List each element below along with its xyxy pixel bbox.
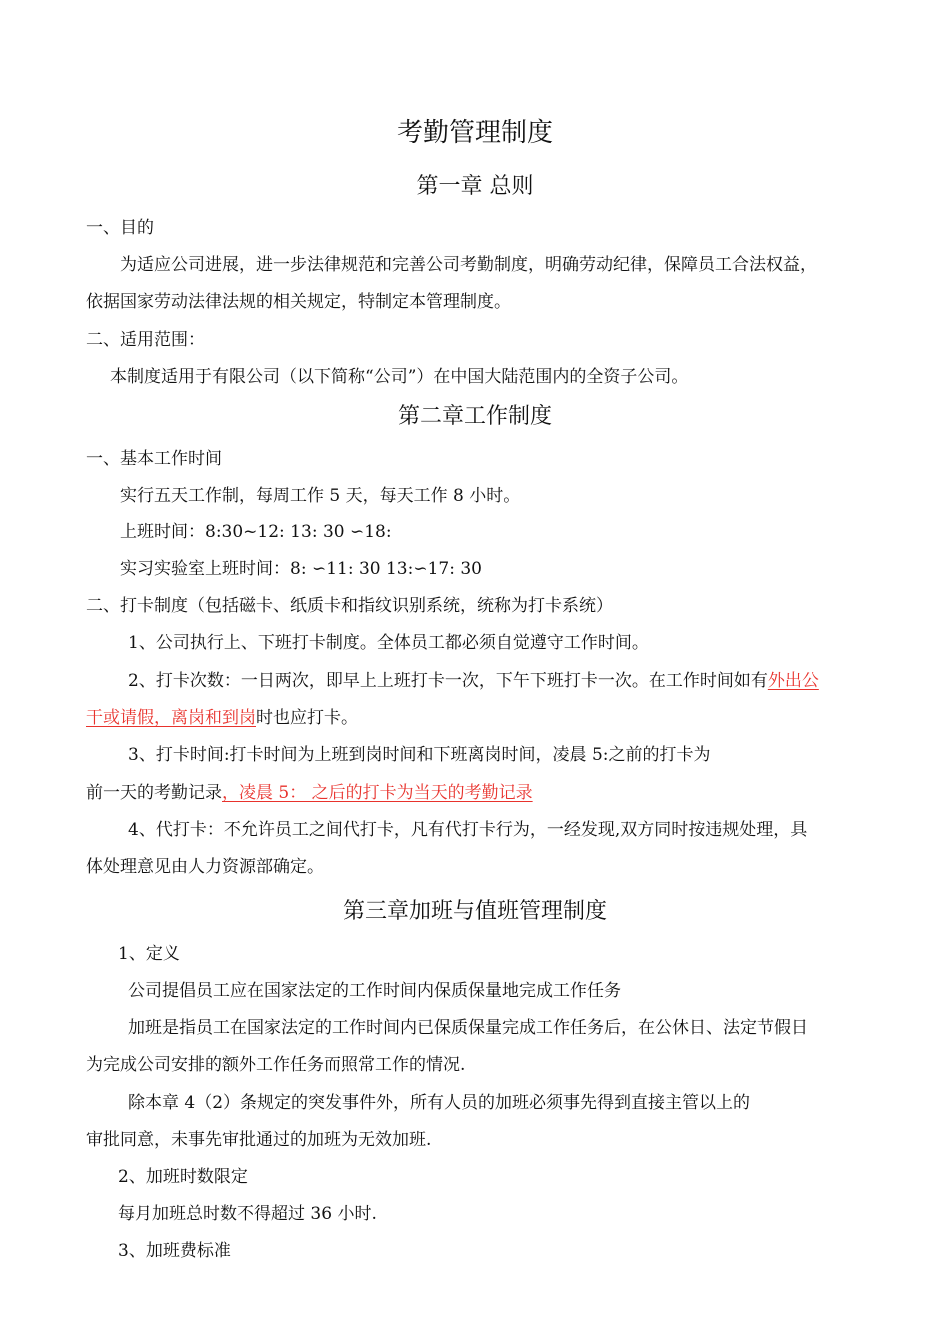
ch2-work-time-line: 实行五天工作制，每周工作 5 天，每天工作 8 小时。 [120,486,521,506]
chapter-1-heading: 第一章 总则 [416,174,534,199]
ch2-section-2-heading: 二、打卡制度（包括磁卡、纸质卡和指纹识别系统，统称为打卡系统） [86,596,613,616]
ch3-paragraph-line: 公司提倡员工应在国家法定的工作时间内保质保量地完成工作任务 [128,981,621,1001]
highlighted-text: ，凌晨 5： 之后的打卡为当天的考勤记录 [222,783,533,803]
ch3-paragraph-line: 审批同意，未事先审批通过的加班为无效加班. [86,1130,432,1150]
highlighted-text: 干或请假，离岗和到岗 [86,708,256,728]
clock-in-item-2 [128,671,819,691]
ch3-paragraph-line: 为完成公司安排的额外工作任务而照常工作的情况. [86,1055,466,1075]
ch3-section-2-heading: 2、加班时数限定 [118,1167,248,1187]
item-text: 时也应打卡。 [256,708,358,728]
highlighted-text: 外出公 [767,671,819,691]
chapter-2-heading: 第二章工作制度 [397,404,552,429]
ch3-section-1-heading: 1、定义 [118,944,180,964]
ch1-paragraph-line: 本制度适用于有限公司（以下简称“公司”）在中国大陆范围内的全资子公司。 [110,367,689,387]
clock-in-item-3-cont [86,783,533,803]
document-title: 考勤管理制度 [396,118,553,148]
ch1-section-2-heading: 二、适用范围： [86,330,205,350]
clock-in-item-2-cont [86,708,358,728]
clock-in-item-4-cont: 体处理意见由人力资源部确定。 [86,857,324,877]
item-text: 2、打卡次数：一日两次，即早上上班打卡一次，下午下班打卡一次。在工作时间如有 [128,671,768,691]
ch2-work-time-line: 实习实验室上班时间：8: ∽11: 30 13:∽17: 30 [120,559,482,579]
ch1-paragraph-line: 为适应公司进展，进一步法律规范和完善公司考勤制度，明确劳动纪律，保障员工合法权益， [120,255,817,275]
ch3-section-3-heading: 3、加班费标准 [118,1241,231,1261]
chapter-3-heading: 第三章加班与值班管理制度 [342,899,607,924]
clock-in-item-3: 3、打卡时间:打卡时间为上班到岗时间和下班离岗时间，凌晨 5:之前的打卡为 [128,745,711,765]
ch2-section-1-heading: 一、基本工作时间 [86,449,222,469]
ch3-paragraph-line: 除本章 4（2）条规定的突发事件外，所有人员的加班必须事先得到直接主管以上的 [128,1093,751,1113]
clock-in-item-1: 1、公司执行上、下班打卡制度。全体员工都必须自觉遵守工作时间。 [128,633,649,653]
ch3-paragraph-line: 加班是指员工在国家法定的工作时间内已保质保量完成工作任务后，在公休日、法定节假日 [128,1018,808,1038]
ch1-paragraph-line: 依据国家劳动法律法规的相关规定，特制定本管理制度。 [86,292,511,312]
clock-in-item-4: 4、代打卡：不允许员工之间代打卡，凡有代打卡行为，一经发现,双方同时按违规处理，具 [128,820,808,840]
item-text: 前一天的考勤记录 [86,783,222,803]
ch2-work-time-line: 上班时间：8:30~12: 13: 30 ∽18: [120,522,392,542]
ch1-section-1-heading: 一、目的 [86,218,154,238]
ch3-paragraph-line: 每月加班总时数不得超过 36 小时. [118,1204,377,1224]
